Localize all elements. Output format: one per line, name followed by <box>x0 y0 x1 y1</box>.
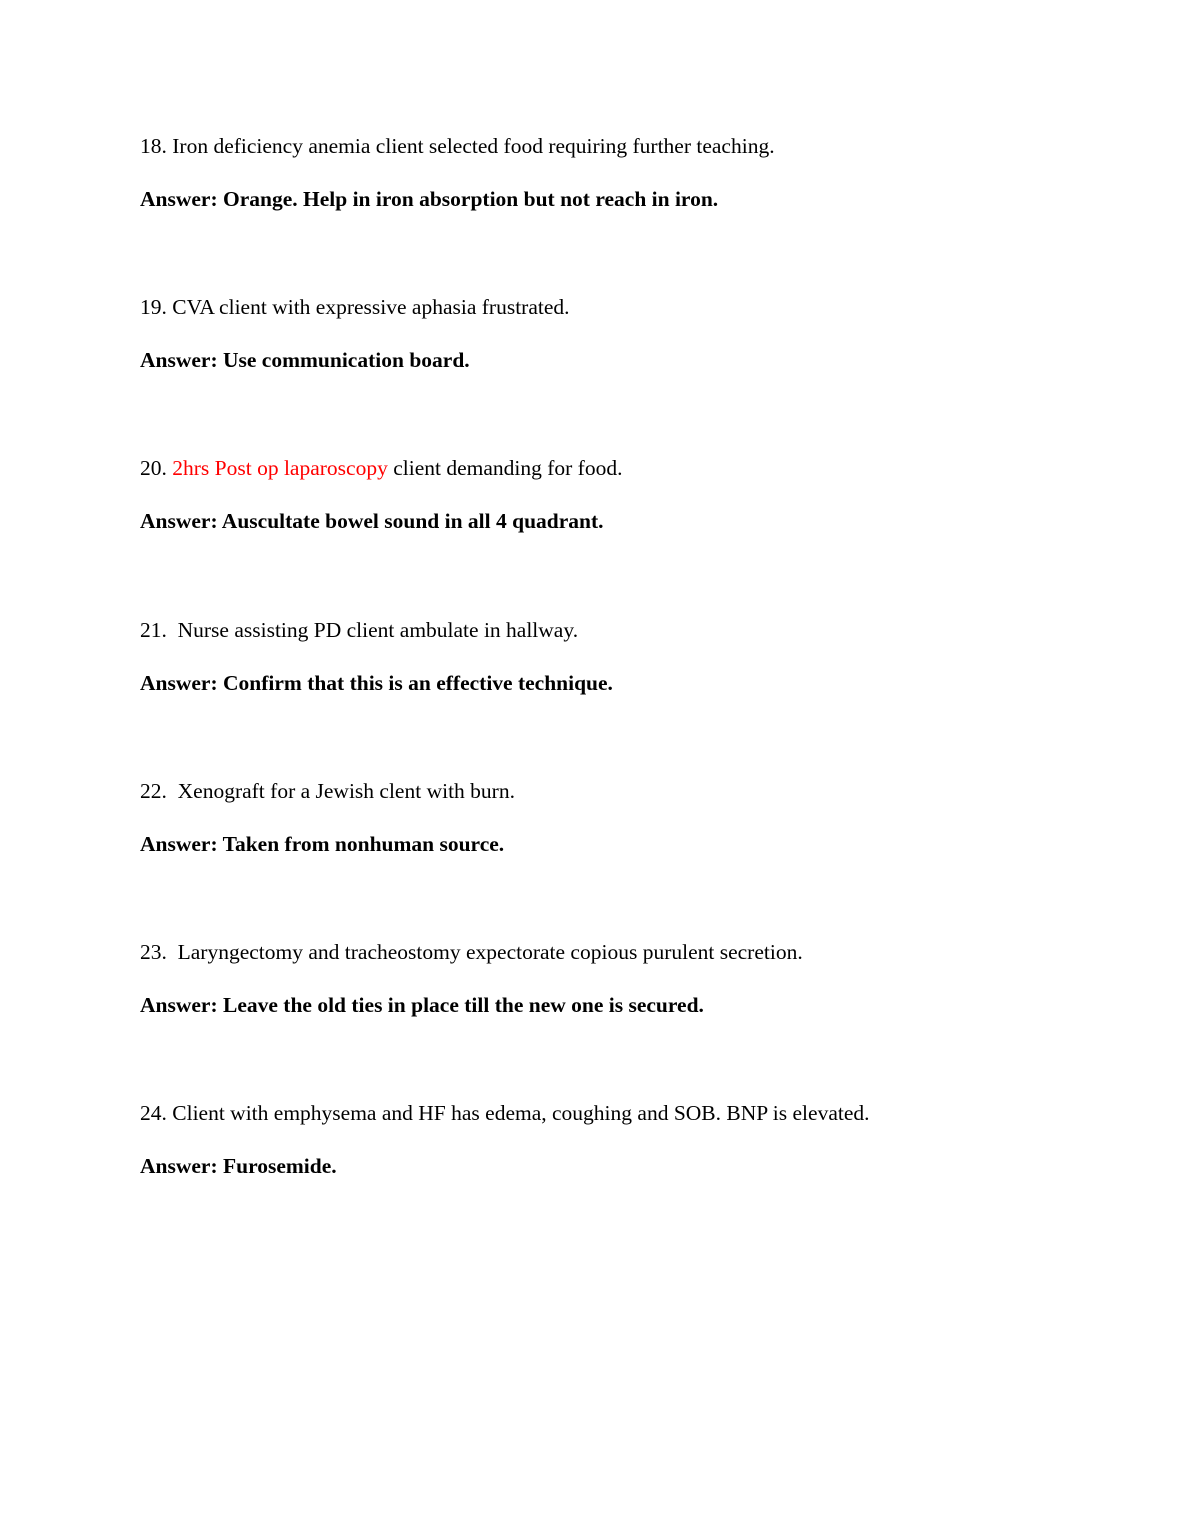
qa-item-23 <box>140 939 1060 1018</box>
question-body: CVA client with expressive aphasia frustrated. <box>166 295 570 319</box>
answer-text: Answer: Use communication board. <box>140 348 470 372</box>
qa-item-18 <box>140 133 1060 212</box>
question-text <box>140 1100 1060 1126</box>
qa-item-22 <box>140 778 1060 857</box>
question-number: 22. <box>140 779 167 803</box>
question-body-continued: client demanding for food. <box>387 456 623 480</box>
answer-text: Answer: Taken from nonhuman source. <box>140 832 505 856</box>
question-body: Client with emphysema and HF has edema, coughing and SOB. BNP is elevated. <box>166 1101 870 1125</box>
qa-item-19 <box>140 294 1060 373</box>
question-text <box>140 778 1060 804</box>
question-body: Xenograft for a Jewish clent with burn. <box>166 779 515 803</box>
answer-text: Answer: Auscultate bowel sound in all 4 quadrant. <box>140 509 604 533</box>
question-number: 19. <box>140 295 167 319</box>
question-text <box>140 133 1060 159</box>
question-text <box>140 294 1060 320</box>
question-number: 20. <box>140 456 167 480</box>
question-text <box>140 455 1060 481</box>
answer-text: Answer: Leave the old ties in place till the new one is secured. <box>140 993 704 1017</box>
question-body: Iron deficiency anemia client selected food requiring further teaching. <box>166 134 775 158</box>
question-number: 24. <box>140 1101 167 1125</box>
answer-text: Answer: Confirm that this is an effective technique. <box>140 671 613 695</box>
answer-text: Answer: Orange. Help in iron absorption but not reach in iron. <box>140 187 719 211</box>
answer-text: Answer: Furosemide. <box>140 1154 337 1178</box>
question-number: 21. <box>140 618 167 642</box>
qa-item-20 <box>140 455 1060 534</box>
qa-item-24 <box>140 1100 1060 1179</box>
question-number: 23. <box>140 940 167 964</box>
question-text <box>140 617 1060 643</box>
qa-item-21 <box>140 617 1060 696</box>
question-number: 18. <box>140 134 167 158</box>
question-text <box>140 939 1060 965</box>
question-body: Nurse assisting PD client ambulate in hallway. <box>166 618 579 642</box>
highlighted-text: 2hrs Post op laparoscopy <box>172 456 388 480</box>
question-body: Laryngectomy and tracheostomy expectorate copious purulent secretion. <box>166 940 803 964</box>
